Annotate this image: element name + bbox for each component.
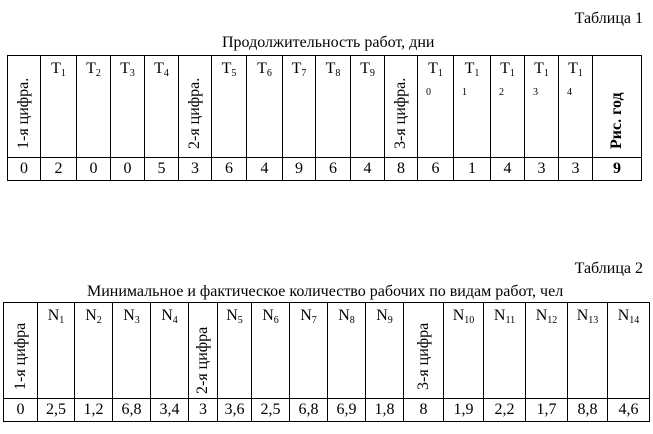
table2-header-subscript: 11 xyxy=(505,315,516,326)
table2-header-cell xyxy=(526,303,568,399)
table2-header-symbol: N xyxy=(300,307,312,324)
table2-header-symbol: N xyxy=(161,307,173,324)
table1-rotated-header-label: 3-я цифра. xyxy=(392,77,409,149)
table1-header-symbol: T xyxy=(428,60,438,77)
table2-header-cell xyxy=(366,303,404,399)
table1-header-subscript-second: 2 xyxy=(499,87,504,98)
table1-header-cell xyxy=(559,56,593,158)
table2-header-symbol: N xyxy=(85,307,97,324)
table2-header-symbol: N xyxy=(452,307,465,324)
table1-header-cell xyxy=(454,56,491,158)
table1-header-subscript-second: 1 xyxy=(462,87,467,98)
table1-value-cell: 9 xyxy=(283,158,316,181)
table2-header-subscript: 13 xyxy=(588,315,599,326)
table1-rotated-header-label: 2-я цифра. xyxy=(186,77,203,149)
table2-value-cell: 1,7 xyxy=(526,399,568,422)
table2-value-cell: 3,6 xyxy=(218,399,252,422)
table2-header-subscript: 2 xyxy=(96,315,102,326)
table2-header-cell xyxy=(444,303,484,399)
table1-header-cell xyxy=(283,56,316,158)
table1-value-cell: 0 xyxy=(111,158,145,181)
table1-header-symbol: T xyxy=(51,60,61,77)
table2-header-symbol: N xyxy=(617,307,630,324)
table1-header-subscript: 1 xyxy=(474,68,480,79)
table2-header-cell xyxy=(608,303,650,399)
table2-header-cell xyxy=(484,303,526,399)
table1-value-cell: 6 xyxy=(316,158,351,181)
table1-header-subscript: 3 xyxy=(129,68,135,79)
table1-header-subscript: 9 xyxy=(369,68,375,79)
table1-header-cell xyxy=(77,56,111,158)
table2 xyxy=(3,302,650,422)
table1-header-cell xyxy=(491,56,525,158)
table1 xyxy=(7,55,642,181)
table1-header-cell xyxy=(418,56,454,158)
table1-header-subscript: 2 xyxy=(95,68,101,79)
table2-header-symbol: N xyxy=(47,307,60,324)
table2-header-symbol: N xyxy=(226,307,238,324)
table1-value-cell: 8 xyxy=(385,158,418,181)
table2-header-cell xyxy=(404,303,444,399)
table1-header-subscript: 8 xyxy=(335,68,341,79)
table2-value-cell: 2,5 xyxy=(38,399,75,422)
table2-value-cell: 4,6 xyxy=(608,399,650,422)
table1-header-subscript: 1 xyxy=(509,68,515,79)
table2-value-cell: 3 xyxy=(189,399,218,422)
table1-header-subscript: 6 xyxy=(266,68,272,79)
table2-header-subscript: 6 xyxy=(273,315,279,326)
table1-value-cell: 3 xyxy=(179,158,212,181)
table1-header-symbol: T xyxy=(500,60,510,77)
table2-header-subscript: 14 xyxy=(629,315,640,326)
table1-value-cell: 6 xyxy=(212,158,247,181)
table1-header-cell xyxy=(8,56,41,158)
table2-header-cell xyxy=(189,303,218,399)
table2-header-cell xyxy=(113,303,151,399)
table1-header-symbol: T xyxy=(534,60,544,77)
table2-header-subscript: 4 xyxy=(172,315,178,326)
table1-values-row xyxy=(8,158,642,181)
table2-header-cell xyxy=(568,303,608,399)
table2-header-cell xyxy=(151,303,189,399)
table1-header-cell xyxy=(111,56,145,158)
table2-value-cell: 8 xyxy=(404,399,444,422)
table2-value-cell: 1,2 xyxy=(75,399,113,422)
table1-value-cell: 4 xyxy=(351,158,385,181)
table2-value-cell: 6,9 xyxy=(328,399,366,422)
table2-header-symbol: N xyxy=(535,307,548,324)
table1-value-cell: 2 xyxy=(41,158,77,181)
table1-value-cell: 0 xyxy=(77,158,111,181)
table2-values-row xyxy=(4,399,650,422)
table2-value-cell: 0 xyxy=(4,399,38,422)
table2-header-symbol: N xyxy=(376,307,388,324)
table2-header-symbol: N xyxy=(493,307,506,324)
table1-value-cell: 1 xyxy=(454,158,491,181)
table2-header-cell xyxy=(75,303,113,399)
table1-rotated-header-label: Рис. год xyxy=(608,92,625,149)
table1-header-symbol: T xyxy=(154,60,164,77)
table1-value-cell: 0 xyxy=(8,158,41,181)
table2-value-cell: 6,8 xyxy=(113,399,151,422)
table1-header-cell xyxy=(351,56,385,158)
table1-header-subscript-second: 0 xyxy=(426,87,431,98)
table2-value-cell: 6,8 xyxy=(290,399,328,422)
table2-header-cell xyxy=(252,303,290,399)
table1-value-cell: 3 xyxy=(559,158,593,181)
table2-header-symbol: N xyxy=(576,307,589,324)
table1-header-symbol: T xyxy=(86,60,96,77)
table1-header-cell xyxy=(145,56,179,158)
table1-header-cell xyxy=(179,56,212,158)
table1-value-cell: 5 xyxy=(145,158,179,181)
table1-header-cell xyxy=(247,56,283,158)
table1-header-subscript-second: 3 xyxy=(533,87,538,98)
table1-header-cell xyxy=(525,56,559,158)
table2-header-cell xyxy=(290,303,328,399)
table1-header-symbol: T xyxy=(257,60,267,77)
table2-value-cell: 8,8 xyxy=(568,399,608,422)
table2-value-cell: 2,2 xyxy=(484,399,526,422)
table1-header-subscript: 1 xyxy=(577,68,583,79)
table1-header-row xyxy=(8,56,642,158)
table2-header-cell xyxy=(4,303,38,399)
table1-value-cell: 9 xyxy=(593,158,642,181)
table2-number: Таблица 2 xyxy=(574,260,643,277)
table1-title: Продолжительность работ, дни xyxy=(222,34,435,51)
table1-value-cell: 3 xyxy=(525,158,559,181)
table1-header-symbol: T xyxy=(221,60,232,77)
table1-header-subscript: 4 xyxy=(163,68,169,79)
table2-value-cell: 1,8 xyxy=(366,399,404,422)
table1-header-symbol: T xyxy=(325,60,336,77)
table1-header-cell xyxy=(316,56,351,158)
table2-header-cell xyxy=(218,303,252,399)
table1-number: Таблица 1 xyxy=(574,10,643,27)
table1-header-symbol: T xyxy=(568,60,578,77)
table1-header-cell xyxy=(41,56,77,158)
table2-header-symbol: N xyxy=(338,307,350,324)
table2-value-cell: 1,9 xyxy=(444,399,484,422)
table2-header-subscript: 9 xyxy=(387,315,393,326)
table2-value-cell: 2,5 xyxy=(252,399,290,422)
table1-header-subscript: 7 xyxy=(301,68,307,79)
table1-header-cell xyxy=(385,56,418,158)
table2-header-subscript: 1 xyxy=(59,315,65,326)
table1-header-symbol: T xyxy=(291,60,302,77)
table2-header-subscript: 8 xyxy=(349,315,355,326)
table2-header-subscript: 10 xyxy=(464,315,475,326)
table1-value-cell: 4 xyxy=(247,158,283,181)
table2-header-subscript: 5 xyxy=(237,315,243,326)
table1-header-symbol: T xyxy=(120,60,130,77)
table1-header-subscript: 1 xyxy=(60,68,66,79)
table2-value-cell: 3,4 xyxy=(151,399,189,422)
table2-header-cell xyxy=(38,303,75,399)
table2-header-symbol: N xyxy=(262,307,274,324)
table2-rotated-header-label: 3-я цифра xyxy=(414,322,432,390)
table2-header-subscript: 7 xyxy=(311,315,317,326)
table1-rotated-header-label: 1-я цифра. xyxy=(15,77,32,149)
table1-header-subscript: 5 xyxy=(231,68,237,79)
table1-header-cell xyxy=(593,56,642,158)
table1-header-subscript: 1 xyxy=(543,68,549,79)
table1-value-cell: 6 xyxy=(418,158,454,181)
table1-value-cell: 4 xyxy=(491,158,525,181)
table2-header-subscript: 12 xyxy=(547,315,558,326)
table2-header-subscript: 3 xyxy=(134,315,140,326)
table1-header-subscript-second: 4 xyxy=(567,87,572,98)
table2-header-symbol: N xyxy=(123,307,135,324)
table2-rotated-header-label: 1-я цифра xyxy=(11,322,29,390)
table1-header-cell xyxy=(212,56,247,158)
table1-header-subscript: 1 xyxy=(437,68,443,79)
table2-rotated-header-label: 2-я цифра xyxy=(194,326,211,394)
table2-title: Минимальное и фактическое количество рабочих по видам работ, чел xyxy=(87,283,564,300)
table2-header-cell xyxy=(328,303,366,399)
table1-header-symbol: T xyxy=(360,60,370,77)
table1-header-symbol: T xyxy=(464,60,475,77)
table2-header-row xyxy=(4,303,650,399)
